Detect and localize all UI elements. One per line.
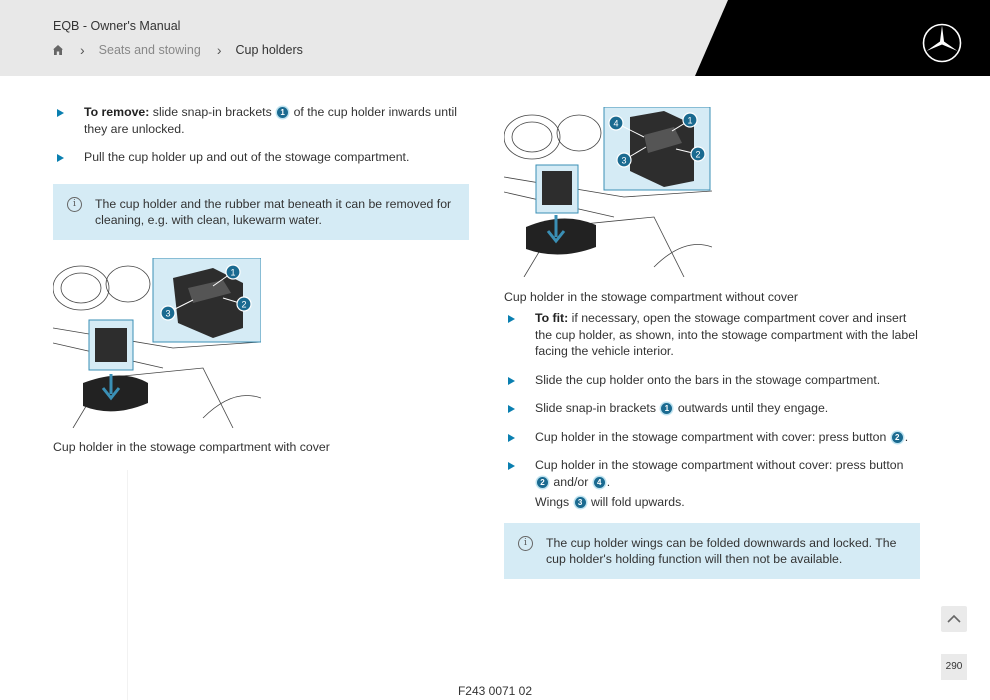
step-remove-label: To remove: [84,105,150,119]
divider [127,470,128,700]
callout-4: 4 [594,477,605,488]
step-snap-text-a: Slide snap-in brackets [535,401,656,415]
step-without-cover-text: Cup holder in the stowage compartment without cover: press button [535,458,904,472]
figure-caption-without-cover: Cup holder in the stowage compartment without cover [504,290,798,304]
step-fit-text: if necessary, open the stowage compartment cover and insert the cup holder, as shown, into the stowage compartment with the label facing the vehicle interior. [535,311,918,358]
step-snap [504,400,920,417]
chevron-right-icon: › [216,42,222,58]
step-with-cover-text: Cup holder in the stowage compartment with cover: press button [535,429,887,444]
chevron-up-icon [941,606,967,632]
fig-callout-1: 1 [230,267,236,278]
step-snap-text-b: outwards until they engage. [677,401,829,415]
info-note [53,184,469,240]
chevron-right-icon: › [80,42,85,58]
fig-callout-3: 3 [165,308,171,319]
step-pull-text: Pull the cup holder up and out of the stowage compartment. [84,150,410,164]
fig-callout-4: 4 [613,118,619,129]
info-note-text: The cup holder and the rubber mat beneath it can be removed for cleaning, e.g. with clean, lukewarm water. [95,196,452,227]
left-column [53,104,469,240]
step-without-cover-mid: and/or [553,474,589,489]
step-slide-text: Slide the cup holder onto the bars in the stowage compartment. [535,372,881,387]
info-note-wings-text: The cup holder wings can be folded downwards and locked. The cup holder's holding function will then not be available. [546,535,897,566]
step-fit [504,310,920,360]
breadcrumb-current: Cup holders [235,43,303,57]
cup-holder-with-cover-illustration [53,258,261,428]
figure-caption-with-cover: Cup holder in the stowage compartment with cover [53,440,330,454]
fig-callout-2: 2 [241,299,247,310]
wings-text-b: will fold upwards. [591,495,685,509]
step-fit-label: To fit: [535,311,569,325]
step-remove-text-a: slide snap-in brackets [152,105,272,119]
scroll-to-top-button[interactable] [941,606,967,632]
header-black-band [0,0,990,76]
home-icon[interactable] [52,44,64,56]
page-header [0,0,990,76]
wings-result [504,494,920,511]
step-without-cover: Cup holder in the stowage compartment without cover: press button 2 and/or 4 . [504,457,920,490]
callout-2: 2 [537,477,548,488]
step-with-cover: Cup holder in the stowage compartment with cover: press button 2 . [504,429,920,446]
step-pull [53,149,469,166]
mercedes-star-logo[interactable] [921,22,963,64]
fig-callout-3: 3 [621,155,627,166]
fig-callout-1: 1 [687,115,693,126]
info-icon: i [67,197,82,212]
fig-callout-2: 2 [695,149,701,160]
step-remove-text-b: of the cup holder inwards until they are unlocked. [84,105,457,136]
page-number: 290 [941,654,967,680]
step-slide [504,372,920,389]
footer-code: F243 0071 02 [457,684,533,698]
cup-holder-without-cover-illustration [504,107,712,277]
right-column [504,290,920,579]
breadcrumb-seats-link[interactable]: Seats and stowing [98,43,201,57]
breadcrumb [52,42,303,58]
step-remove [53,104,469,137]
callout-2: 2 [892,432,903,443]
info-icon: i [518,536,533,551]
callout-3: 3 [575,497,586,508]
callout-1: 1 [661,403,672,414]
doc-title: EQB - Owner's Manual [53,19,181,33]
wings-text-a: Wings [535,495,570,509]
callout-1: 1 [277,107,288,118]
info-note-wings [504,523,920,579]
